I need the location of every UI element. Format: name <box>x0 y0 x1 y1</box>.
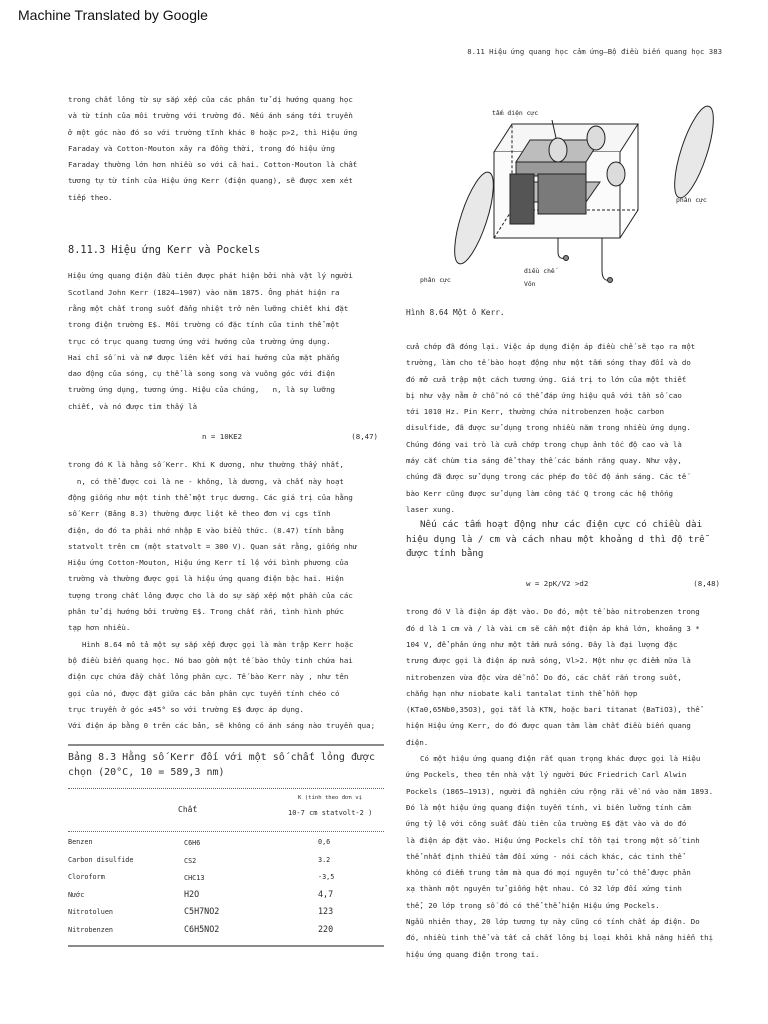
paragraph <box>68 457 386 636</box>
text-line: dao động của sóng, cụ thể là song song và vuông góc với điện <box>68 369 335 379</box>
substance-name: Nitrotoluen <box>68 908 114 916</box>
paragraph <box>406 339 736 518</box>
text-line: gọi của nó, được đặt giữa các bản phân cực tuyến tính chéo có <box>68 688 340 698</box>
text-line: trong đó K là hằng số Kerr. Khi K dương, như thường thấy nhất, <box>68 460 344 470</box>
equation-8-48 <box>406 576 736 592</box>
translation-banner: Machine Translated by Google <box>18 7 208 23</box>
text-line: trường và thường được gọi là hiệu ứng quang điện bậc hai. Hiện <box>68 574 344 584</box>
text-line: laser xung. <box>406 504 455 514</box>
substance-name: Benzen <box>68 838 93 846</box>
label-modulator-2: Vôn <box>524 280 536 288</box>
kerr-constant: 123 <box>318 906 334 916</box>
text-line: động giống như một tinh thể một trục dương. Các giá trị của hằng <box>68 492 353 502</box>
text-line: rằng một chất trong suốt đẳng nhiệt trở nên lưỡng chiết khi đặt <box>68 303 349 313</box>
table-caption-line: Bảng 8.3 Hằng số Kerr đối với một số chất lỏng được <box>68 752 376 763</box>
text-line: tới 1010 Hz. Pin Kerr, thường chứa nitrobenzen hoặc carbon <box>406 407 665 417</box>
equation-formula: w = 2pK/V2 >d2 <box>526 579 589 589</box>
header-k-line2: 10-7 cm statvolt-2 ) <box>288 809 373 817</box>
text-line: tiếp theo. <box>68 192 113 202</box>
text-line: chiết, và nó được tìm thấy là <box>68 401 198 411</box>
text-line: Có một hiệu ứng quang điện rất quan trọng khác được gọi là Hiệu <box>420 754 701 764</box>
table-row <box>68 906 384 924</box>
text-line: cửa chớp đã đóng lại. Việc áp dụng điện áp điều chế sẽ tạo ra một <box>406 342 696 351</box>
text-line: máy cắt chùm tia sáng để thay thế các bánh răng quay. Như vậy, <box>406 456 682 466</box>
text-line: trường ứng dụng, tương ứng. Hiệu của chúng, n, là sự lưỡng <box>68 385 335 395</box>
text-line: không có điểm trung tâm mà qua đó mọi nguyên tử có thể được phản <box>406 868 691 878</box>
text-line: hiệu ứng quang điện trong tai. <box>406 949 540 959</box>
chemical-formula: CS2 <box>184 856 197 865</box>
text-line: statvolt trên cm (một statvolt = 300 V). Quan sát rằng, giống như <box>68 541 358 551</box>
running-head: 8.11 Hiệu ứng quang học cảm ứng—Bộ điều biến quang học 383 <box>467 47 722 56</box>
text-line: được tính bằng <box>406 548 484 560</box>
kerr-constant: 3.2 <box>318 855 331 864</box>
label-electrode: tấm điện cực <box>492 109 539 117</box>
chemical-formula: H2O <box>184 888 200 899</box>
equation-number: (8,48) <box>693 579 720 589</box>
kerr-constant: 4,7 <box>318 888 334 899</box>
text-line: đó, nhiều tinh thể và tất cả chất lỏng bị loại khỏi khả năng hiển thị <box>406 933 714 943</box>
text-line: chẳng hạn như niobate kali tantalat tinh thể hỗn hợp <box>406 688 638 698</box>
text-line: bị như vậy nằm ở chỗ nó có thể đáp ứng hiệu quả với tần số cao <box>406 390 682 400</box>
kerr-cell-drawing <box>406 90 736 300</box>
table-row <box>68 854 384 872</box>
substance-name: Cloroform <box>68 873 105 881</box>
text-line: Hiệu ứng quang điện đầu tiên được phát hiện bởi nhà vật lý người <box>68 271 353 281</box>
substance-name: Nước <box>68 890 85 899</box>
paragraph <box>406 604 736 751</box>
text-line: trong chất lỏng từ sự sắp xếp của các phân tử dị hướng quang học <box>68 95 353 104</box>
kerr-cell-figure <box>406 90 736 300</box>
text-line: điện, do đó ta phải nhớ nhập E vào biểu thức. (8.47) tính bằng <box>68 525 344 535</box>
header-k-line1: K (tính theo đơn vị <box>298 795 362 801</box>
text-line: Đó là một hiệu ứng quang điện tuyến tính, vì biên lưỡng tính cảm <box>406 802 691 812</box>
kerr-constant: 0,6 <box>318 838 331 846</box>
equation-8-47 <box>68 429 386 445</box>
text-line: ứng Pockels, theo tên nhà vật lý người Đức Friedrich Carl Alwin <box>406 770 687 780</box>
text-line: hiệu dụng là / cm và cách nhau một khoảng d thì độ trễ <box>406 533 705 545</box>
kerr-constant-table <box>68 744 384 947</box>
paragraph <box>68 637 386 735</box>
text-line: điện cực chứa đầy chất lỏng phân cực. Tế bào Kerr này , như tên <box>68 672 349 682</box>
kerr-constant: -3,5 <box>318 873 335 881</box>
substance-name: Carbon disulfide <box>68 855 134 864</box>
chemical-formula: C6H6 <box>184 839 201 847</box>
text-line: Pockels (1865–1913), người đã nghiên cứu rộng rãi về nó vào năm 1893. <box>406 786 714 796</box>
paragraph <box>68 268 386 415</box>
label-polarizer-right: phân cực <box>676 196 707 204</box>
text-line: thể nhất định thiếu tâm đối xứng - nói cách khác, các tinh thể <box>406 851 682 861</box>
table-row <box>68 836 384 854</box>
text-line: trong điện trường E$. Môi trường có đặc tính của tinh thể một <box>68 320 340 330</box>
text-line: trong đó V là điện áp đặt vào. Do đó, một tế bào nitrobenzen trong <box>406 607 700 617</box>
table-caption-line: chọn (20°C, 10 = 589,3 nm) <box>68 767 225 778</box>
text-line: tạp hơn nhiều. <box>68 623 131 633</box>
label-modulator-1: điều chế <box>524 267 555 275</box>
table-row <box>68 889 384 907</box>
text-line: bộ điều biến quang học. Nó bao gồm một tế bào thủy tinh chứa hai <box>68 655 353 665</box>
text-line: thể, 20 lớp trong số đó có thể thể hiện Hiệu ứng Pockels. <box>406 900 660 910</box>
chemical-formula: C6H5NO2 <box>184 923 220 934</box>
text-line: đó d là 1 cm và / là vài cm sẽ cần một điện áp khá lớn, khoảng 3 * <box>406 623 700 633</box>
text-line: Ngẫu nhiên thay, 20 lớp tương tự này cũng có tính chất áp điện. Do <box>406 916 700 926</box>
equation-formula: n = 10KE2 <box>202 432 243 442</box>
text-line: (KTa0,65Nb0,35O3), gọi tắt là KTN, hoặc bari titanat (BaTiO3), thể <box>406 705 700 715</box>
text-line: là điện áp đặt vào. Hiệu ứng Pockels chỉ tồn tại trong một số tinh <box>406 835 700 845</box>
text-line: số Kerr (Bảng 8.3) thường được liệt kê theo đơn vị cgs tĩnh <box>68 509 331 519</box>
text-line: nitrobenzen vừa độc vừa dễ nổ. Do đó, các chất rắn trong suốt, <box>406 672 682 682</box>
text-line: hiện Hiệu ứng Kerr, do đó được quan tâm làm chất điều biến quang <box>406 721 691 731</box>
section-heading: 8.11.3 Hiệu ứng Kerr và Pockels <box>68 244 261 257</box>
text-line: phân tử dị hướng bởi trường E$. Trong chất rắn, tình hình phức <box>68 607 344 617</box>
text-line: Hai chỉ số ni và n# được liên kết với hai hướng của mặt phẳng <box>68 352 340 362</box>
text-line: xạ thành một nguyên tử giống hệt nhau. Có 32 lớp đối xứng tinh <box>406 884 682 894</box>
text-line: Với điện áp bằng 0 trên các bản, sẽ không có ánh sáng nào truyền qua; <box>68 721 376 731</box>
text-line: Faraday thường lớn hơn nhiều so với cả hai. Cotton-Mouton là chất <box>68 160 358 170</box>
table-body <box>68 832 384 941</box>
text-line: bào Kerr cũng được sử dụng làm công tắc Q trong các hệ thống <box>406 488 673 498</box>
text-line: và từ tính của môi trường với trường đó. Nếu ánh sáng tới truyền <box>68 111 353 121</box>
text-line: ứng tỷ lệ với công suất đầu tiên của trường E$ đặt vào và do đó <box>406 819 687 829</box>
text-line: trưng được gọi là điện áp nửa sóng, Vl>2. Một như ợc điểm nữa là <box>406 656 691 666</box>
text-line: Scotland John Kerr (1824–1907) vào năm 1875. Ông phát hiện ra <box>68 287 340 297</box>
text-line: điện. <box>406 737 429 747</box>
text-line: ở một góc nào đó so với trường tĩnh khác 0 hoặc p>2, thì Hiệu ứng <box>68 127 358 137</box>
text-line: đó mở cửa trập một cách tương ứng. Giá trị to lớn của một thiết <box>406 374 687 384</box>
text-line: 104 V, để phản ứng như một tấm nửa sóng. Đây là đại lượng đặc <box>406 639 678 649</box>
label-polarizer-left: phân cực <box>420 276 451 284</box>
paragraph <box>406 751 736 963</box>
text-line: trường, làm cho tế bào hoạt động như một tấm sóng thay đổi và do <box>406 358 691 368</box>
table-bottom-rule <box>68 945 384 947</box>
text-line: disulfide, đã được sử dụng trong nhiều năm trong nhiều ứng dụng. <box>406 423 691 433</box>
table-header <box>68 789 384 831</box>
table-row <box>68 924 384 942</box>
text-line: tương tự từ tính của Hiệu ứng Kerr (điện quang), sẽ được xem xét <box>68 176 353 186</box>
text-line: Hình 8.64 mô tả một sự sắp xếp được gọi là màn trập Kerr hoặc <box>82 639 354 649</box>
left-column <box>68 92 386 734</box>
paragraph <box>68 92 386 206</box>
table-row <box>68 871 384 889</box>
table-caption <box>68 746 384 780</box>
header-substance: Chất <box>178 805 198 814</box>
chemical-formula: CHC13 <box>184 874 205 882</box>
text-line: chúng đã được sử dụng trong các phép đo tốc độ ánh sáng. Các tế <box>406 472 687 482</box>
figure-caption: Hình 8.64 Một ô Kerr. <box>406 308 505 317</box>
substance-name: Nitrobenzen <box>68 925 114 934</box>
text-line: Nếu các tấm hoạt động như các điện cực có chiều dài <box>420 519 703 531</box>
kerr-constant: 220 <box>318 923 334 934</box>
text-line: Hiệu ứng Cotton-Mouton, Hiệu ứng Kerr tỉ lệ với bình phương của <box>68 558 349 568</box>
text-line: tượng trong chất lỏng được cho là do sự sắp xếp một phần của các <box>68 590 353 600</box>
text-line: Chúng đóng vai trò là cửa chớp trong chụp ảnh tốc độ cao và là <box>406 439 682 449</box>
text-line: Faraday và Cotton-Mouton xảy ra đồng thời, trong đó hiệu ứng <box>68 143 335 153</box>
chemical-formula: C5H7NO2 <box>184 906 220 916</box>
equation-number: (8,47) <box>351 432 378 442</box>
text-line: trục truyền ở góc ±45° so với trường E$ được áp dụng. <box>68 704 304 714</box>
text-line: trục có trục quang tương ứng với hướng của trường ứng dụng. <box>68 336 331 346</box>
right-column <box>406 339 736 963</box>
paragraph <box>406 518 736 562</box>
text-line: n, có thể được coi là ne - không, là dương, và chất này hoạt <box>68 476 344 486</box>
